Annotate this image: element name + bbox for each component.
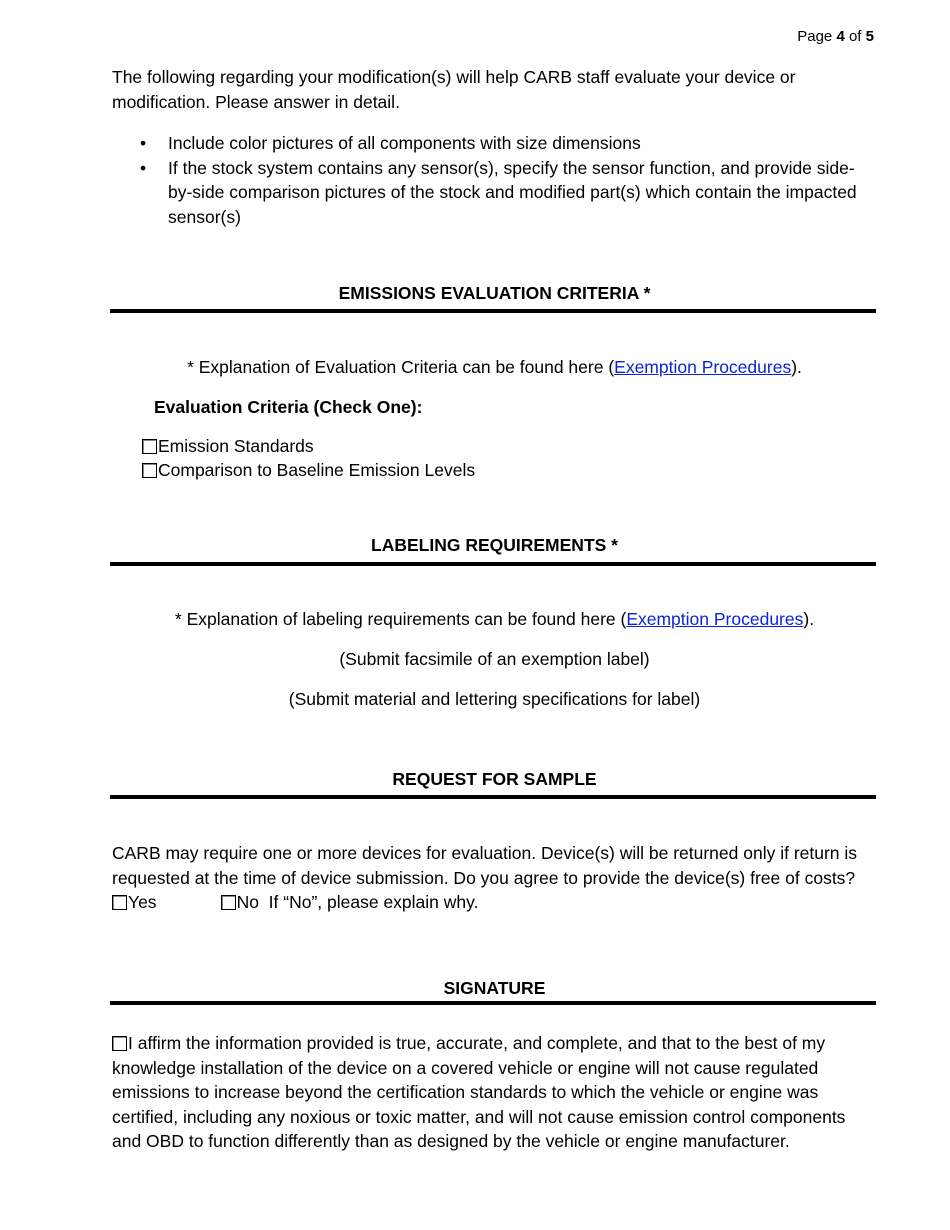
labeling-heading: LABELING REQUIREMENTS * — [371, 535, 618, 555]
page-number: Page 4 of 5 — [797, 28, 874, 45]
labeling-note-facsimile: (Submit facsimile of an exemption label) — [339, 649, 650, 669]
sample-heading: REQUEST FOR SAMPLE — [392, 769, 597, 789]
exemption-procedures-link[interactable]: Exemption Procedures — [626, 609, 804, 629]
labeling-explanation: * Explanation of labeling requirements can be found here (Exemption Procedures). — [174, 609, 815, 629]
signature-affirmation: I affirm the information provided is true, accurate, and complete, and that to the best of my knowledge installation of the device on a covered vehicle or engine will not cause regulated emissions to increase beyond the certification standards to which the vehicle or engine was certified, including any noxious or toxic matter, and will not cause emission control components and OBD to function differently than as designed by the vehicle or engine manufacturer. — [112, 1033, 846, 1151]
affirm-checkbox[interactable] — [112, 1036, 127, 1051]
criteria-label: Evaluation Criteria (Check One): — [154, 397, 423, 417]
exemption-procedures-link[interactable]: Exemption Procedures — [614, 357, 792, 377]
list-item: • Include color pictures of all components with size dimensions — [112, 131, 877, 156]
signature-heading: SIGNATURE — [443, 978, 546, 998]
list-item: • If the stock system contains any sensor(s), specify the sensor function, and provide side-by-side comparison pictures of the stock and modified part(s) which contain the impacted sensor(s) — [112, 156, 877, 230]
option-emission-standards: Emission Standards — [142, 434, 314, 459]
emission-standards-checkbox[interactable] — [142, 439, 157, 454]
emissions-heading: EMISSIONS EVALUATION CRITERIA * — [338, 283, 651, 303]
section-divider — [110, 309, 876, 313]
section-divider — [110, 562, 876, 566]
intro-bullet-list — [112, 131, 877, 229]
option-baseline-comparison: Comparison to Baseline Emission Levels — [142, 458, 475, 483]
section-divider — [110, 1001, 876, 1005]
baseline-comparison-checkbox[interactable] — [142, 463, 157, 478]
no-checkbox[interactable] — [221, 895, 236, 910]
sample-text: CARB may require one or more devices for evaluation. Device(s) will be returned only if return is requested at the time of device submission. Do you agree to provide the device(s) free of costs? Yes No If “No”, please explain why. — [112, 843, 858, 912]
labeling-note-material: (Submit material and lettering specifications for label) — [288, 689, 701, 709]
emissions-explanation: * Explanation of Evaluation Criteria can be found here (Exemption Procedures). — [187, 357, 802, 377]
yes-checkbox[interactable] — [112, 895, 127, 910]
intro-text: The following regarding your modification(s) will help CARB staff evaluate your device or modification. Please answer in detail. — [112, 67, 796, 112]
section-divider — [110, 795, 876, 799]
